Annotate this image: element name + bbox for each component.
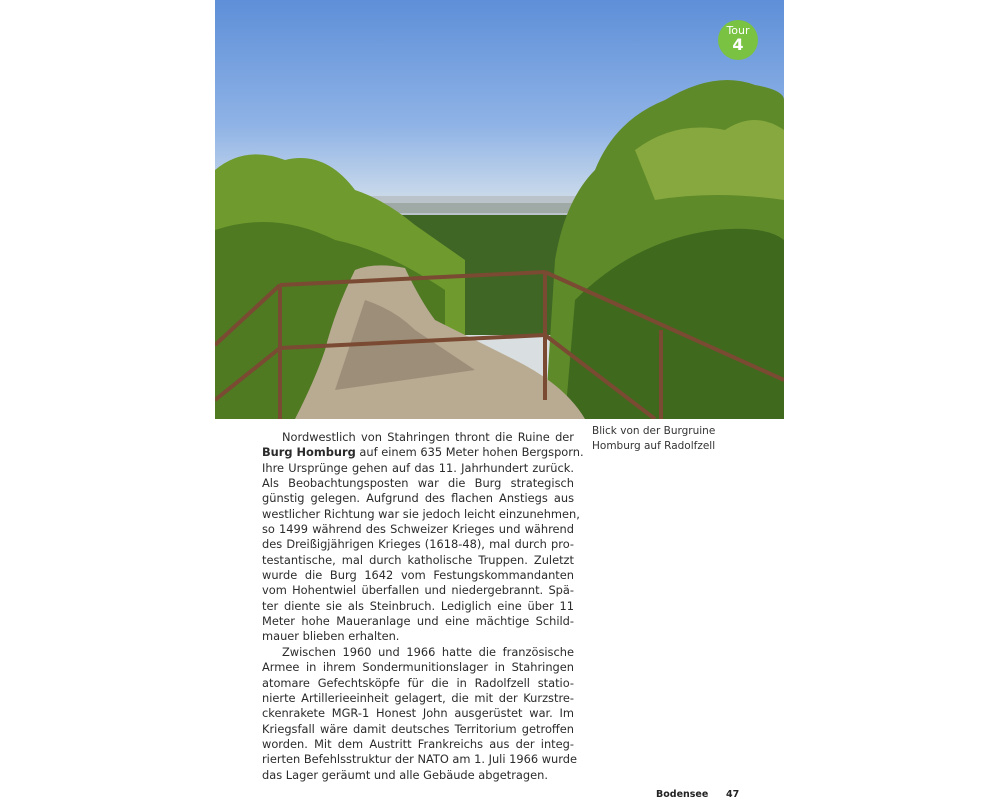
text-line: Zwischen 1960 und 1966 hatte die französische <box>282 644 574 659</box>
text-line: so 1499 während des Schweizer Krieges und während <box>262 522 574 537</box>
text-line: das Lager geräumt und alle Gebäude abgetragen. <box>262 767 548 782</box>
landscape-photo <box>215 0 784 419</box>
text-line: testantische, mal durch katholische Truppen. Zuletzt <box>262 552 574 567</box>
text-line: Kriegsfall wäre damit deutsches Territorium getroffen <box>262 721 574 736</box>
text-line: Meter hohe Maueranlage und eine mächtige Schild- <box>262 614 574 629</box>
text-line: westlicher Richtung war sie jedoch leicht einzunehmen, <box>262 506 580 521</box>
caption-line: Homburg auf Radolfzell <box>592 440 716 452</box>
article-body <box>262 430 584 783</box>
text-line: ckenrakete MGR-1 Honest John ausgerüstet war. Im <box>262 706 574 721</box>
text-line: worden. Mit dem Austritt Frankreichs aus der integ- <box>262 736 574 751</box>
text-line: Als Beobachtungsposten war die Burg strategisch <box>262 476 574 491</box>
tour-badge-word: Tour <box>726 24 750 37</box>
text-line: günstig gelegen. Aufgrund des flachen Anstiegs aus <box>262 491 574 506</box>
text-line: rierten Befehlsstruktur der NATO am 1. Juli 1966 wurde <box>262 752 577 767</box>
tour-badge <box>718 20 758 60</box>
text-line: des Dreißigjährigen Krieges (1618-48), mal durch pro- <box>262 537 574 552</box>
text-line: Armee in ihrem Sondermunitionslager in Stahringen <box>262 660 574 675</box>
text-line: wurde die Burg 1642 vom Festungskommandanten <box>262 568 574 583</box>
burg-homburg-term: Burg Homburg <box>262 445 356 460</box>
tour-badge-number: 4 <box>732 35 744 54</box>
text-line: atomare Gefechtsköpfe für die in Radolfzell statio- <box>262 675 574 690</box>
footer-section: Bodensee <box>656 789 709 800</box>
photo-caption <box>592 424 762 454</box>
caption-line: Blick von der Burgruine <box>592 425 716 437</box>
text-line <box>262 445 584 460</box>
page-number: 47 <box>726 789 740 800</box>
text-line: vom Hohentwiel überfallen und niedergebrannt. Spä- <box>262 583 574 598</box>
text-line: nierte Artillerieeinheit gelagert, die mit der Kurzstre- <box>262 690 574 705</box>
text-line: mauer blieben erhalten. <box>262 629 400 644</box>
text-line: ter diente sie als Steinbruch. Lediglich eine über 11 <box>262 598 574 613</box>
text-fragment: auf einem 635 Meter hohen Bergsporn. <box>355 445 584 460</box>
text-line: Nordwestlich von Stahringen thront die Ruine der <box>282 430 574 444</box>
photo-illustration <box>215 0 784 419</box>
text-line: Ihre Ursprünge gehen auf das 11. Jahrhundert zurück. <box>262 460 574 475</box>
